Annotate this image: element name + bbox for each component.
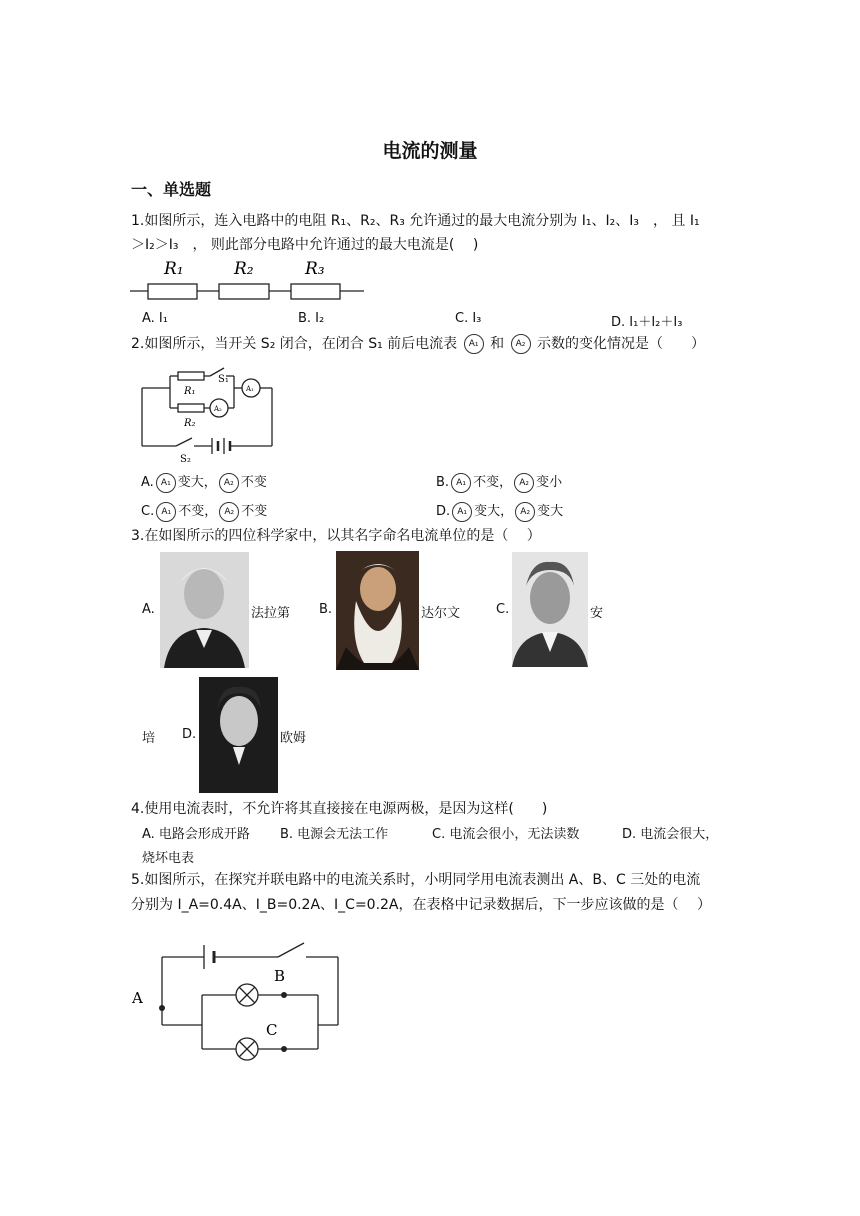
q5-text-line1: 5.如图所示，在探究并联电路中的电流关系时，小明同学用电流表测出 A、B、C 三处的电流	[131, 872, 701, 888]
ammeter-a2-icon: A₂	[219, 502, 239, 522]
q1-resistor-diagram	[130, 255, 366, 301]
point-label-b: B	[274, 967, 286, 985]
q3-text: 3.在如图所示的四位科学家中，以其名字命名电流单位的是（ ）	[131, 528, 541, 544]
q1-option-a[interactable]: A. I₁	[142, 311, 168, 326]
q3-option-c-name[interactable]: 安	[590, 606, 604, 621]
circuit-label-r2: R₂	[184, 418, 196, 429]
ammeter-a1-icon: A₁	[451, 473, 471, 493]
circuit-label-s1: S₁	[218, 374, 229, 385]
q4-option-d[interactable]: D. 电流会很大，	[622, 827, 719, 842]
circuit-label-r1: R₁	[184, 386, 196, 397]
resistor-label-r3: R₃	[305, 259, 325, 279]
q4-text: 4.使用电流表时，不允许将其直接接在电源两极，是因为这样( )	[131, 801, 548, 817]
q3-option-c-name-wrap[interactable]: 培	[142, 731, 156, 746]
q3-option-c-prefix[interactable]: C.	[496, 602, 510, 617]
q2-text-and: 和	[490, 336, 505, 352]
q3-option-d-name[interactable]: 欧姆	[280, 731, 307, 746]
circuit-meter-a2-label: A₂	[214, 405, 222, 413]
resistor-label-r2: R₂	[234, 259, 254, 279]
q3-option-d-prefix[interactable]: D.	[182, 727, 197, 742]
circuit-meter-a1-label: A₁	[246, 385, 254, 393]
q1-option-b[interactable]: B. I₂	[298, 311, 325, 326]
portrait-faraday-image	[160, 552, 249, 668]
q3-option-b-prefix[interactable]: B.	[319, 602, 333, 617]
q1-option-c[interactable]: C. I₃	[455, 311, 482, 326]
resistor-label-r1: R₁	[164, 259, 184, 279]
ammeter-a1-icon: A₁	[156, 502, 176, 522]
portrait-darwin-image	[336, 551, 419, 670]
ammeter-a2-icon: A₂	[511, 334, 531, 354]
q5-circuit-diagram	[128, 935, 348, 1065]
point-label-a: A	[132, 989, 143, 1007]
q3-option-a-prefix[interactable]: A.	[142, 602, 155, 617]
ammeter-a1-icon: A₁	[464, 334, 484, 354]
section-heading: 一、单选题	[131, 180, 212, 199]
q3-option-a-name[interactable]: 法拉第	[251, 606, 291, 621]
ammeter-a2-icon: A₂	[219, 473, 239, 493]
q2-option-d[interactable]: D. A₁ 变大， A₂ 变大	[436, 500, 563, 522]
q2-option-a[interactable]: A. A₁ 变大， A₂ 不变	[141, 471, 267, 493]
ammeter-a2-icon: A₂	[514, 473, 534, 493]
portrait-ohm-image	[199, 677, 278, 793]
q1-text-line2: ＞I₂＞I₃ ， 则此部分电路中允许通过的最大电流是( )	[131, 237, 479, 253]
circuit-label-s2: S₂	[180, 454, 191, 464]
q2-text	[131, 334, 705, 354]
q2-text-end: 示数的变化情况是（ ）	[536, 336, 705, 352]
q4-option-d-wrap[interactable]: 烧坏电表	[142, 851, 195, 866]
ammeter-a2-icon: A₂	[515, 502, 535, 522]
ammeter-a1-icon: A₁	[452, 502, 472, 522]
q2-option-b[interactable]: B. A₁ 不变， A₂ 变小	[436, 471, 562, 493]
q2-circuit-diagram	[138, 362, 278, 464]
point-label-c: C	[266, 1021, 278, 1039]
q2-option-c[interactable]: C. A₁ 不变， A₂ 不变	[141, 500, 267, 522]
q1-option-d[interactable]: D. I₁＋I₂＋I₃	[611, 315, 683, 330]
q4-option-c[interactable]: C. 电流会很小，无法读数	[432, 827, 580, 842]
q2-text-start: 2.如图所示，当开关 S₂ 闭合，在闭合 S₁ 前后电流表	[131, 336, 458, 352]
page-title: 电流的测量	[382, 140, 478, 162]
q3-option-b-name[interactable]: 达尔文	[421, 606, 461, 621]
q4-option-b[interactable]: B. 电源会无法工作	[280, 827, 389, 842]
ammeter-a1-icon: A₁	[156, 473, 176, 493]
portrait-ampere-image	[512, 552, 588, 667]
q5-text-line2: 分别为 I_A=0.4A、I_B=0.2A、I_C=0.2A，在表格中记录数据后，下一步应该做的是（ ）	[131, 897, 711, 913]
q4-option-a[interactable]: A. 电路会形成开路	[142, 827, 250, 842]
q1-text-line1: 1.如图所示，连入电路中的电阻 R₁、R₂、R₃ 允许通过的最大电流分别为 I₁、I₂、I₃ ， 且 I₁	[131, 213, 700, 229]
